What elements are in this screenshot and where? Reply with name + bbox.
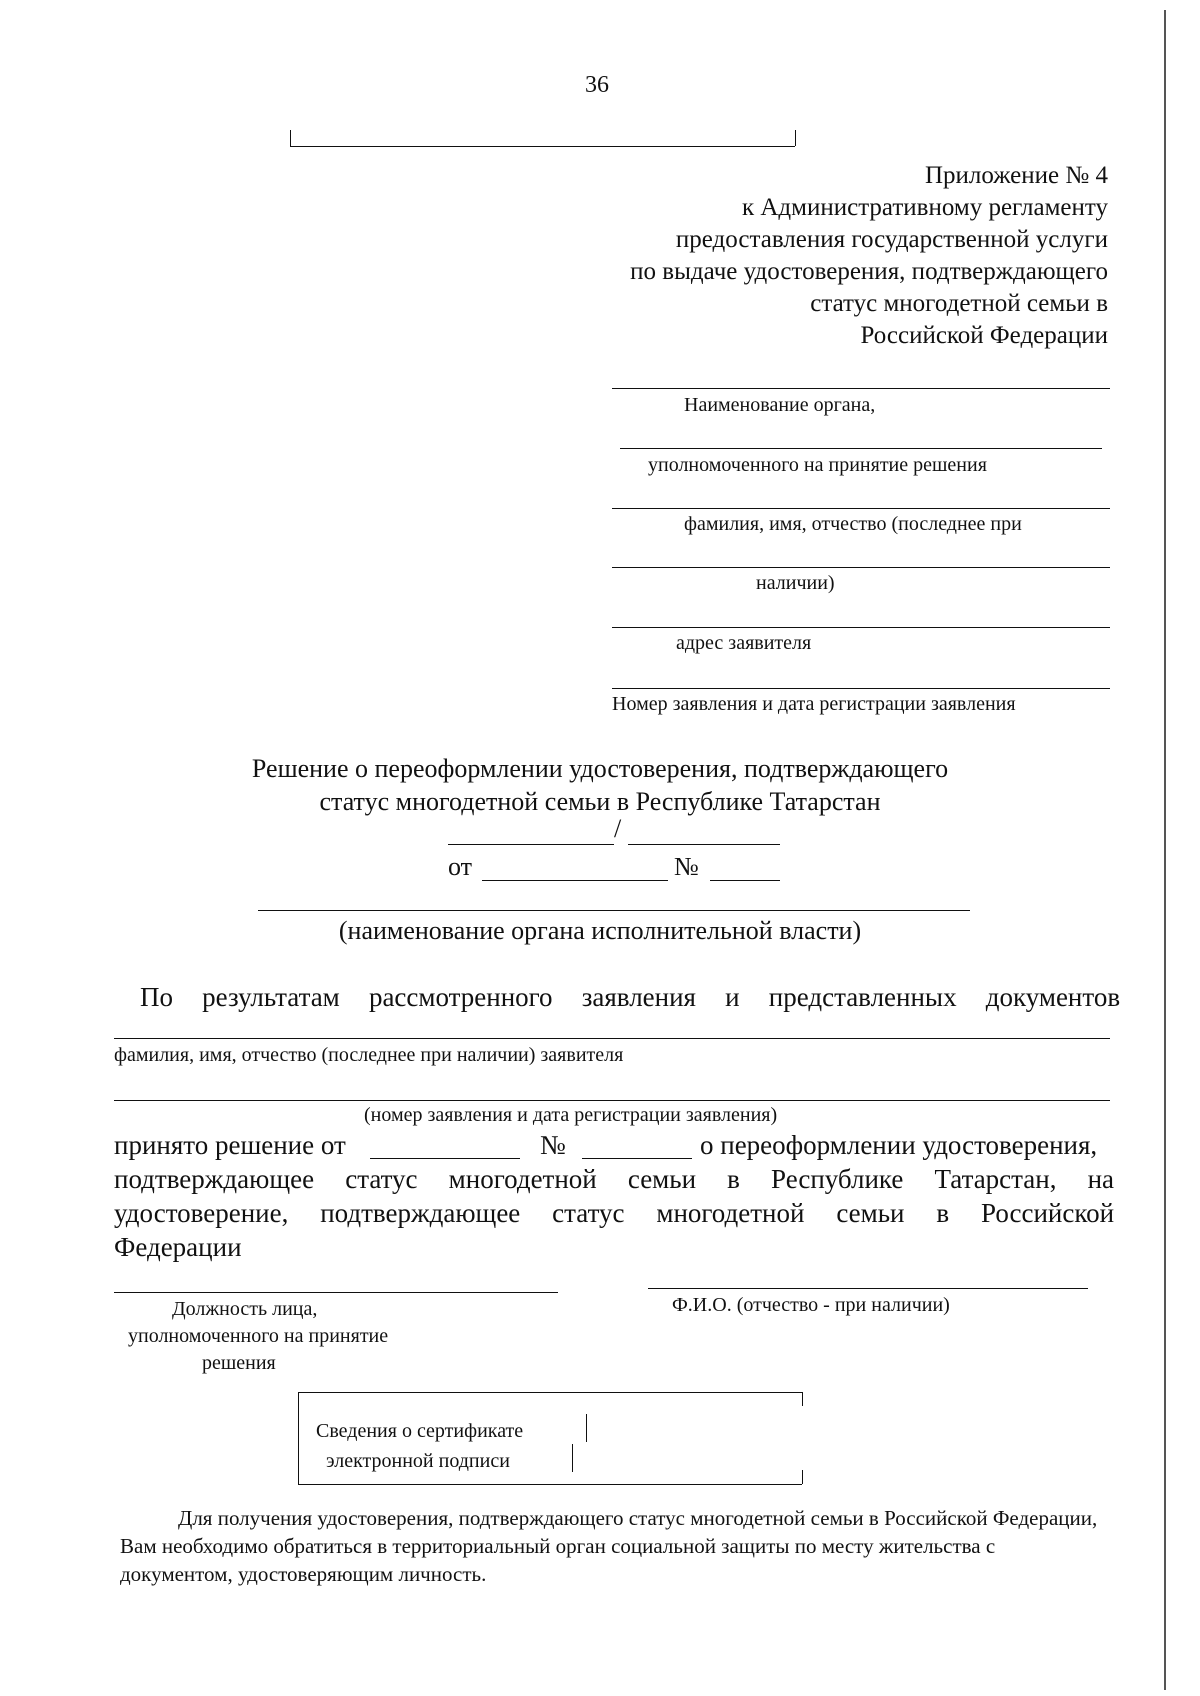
- word: семьи: [836, 1198, 905, 1228]
- certificate-box-right-bottom: [802, 1470, 803, 1484]
- appendix-line: к Административному регламенту: [741, 194, 1108, 221]
- word: удостоверение,: [114, 1198, 289, 1228]
- intro-line: [140, 982, 1120, 1013]
- applicant-app-line: [114, 1100, 1110, 1101]
- organ-executive-line: [258, 910, 970, 911]
- fio-signature-line: [648, 1288, 1088, 1289]
- intro-word: заявления: [581, 982, 696, 1012]
- header-bracket-right: [795, 130, 796, 146]
- word: многодетной: [656, 1198, 805, 1228]
- decision-from-text: принято решение от: [114, 1130, 346, 1160]
- fio-line: [612, 508, 1110, 509]
- application-line: [612, 688, 1110, 689]
- decision-number-blank: [710, 880, 780, 881]
- decision-line-4: Федерации: [114, 1232, 242, 1262]
- word: Республике: [771, 1164, 904, 1194]
- address-caption: адрес заявителя: [676, 632, 812, 654]
- appendix-line: статус многодетной семьи в: [810, 290, 1108, 317]
- scan-edge-line: [1164, 10, 1166, 1690]
- word: статус: [552, 1198, 625, 1228]
- certificate-mark-2: [572, 1444, 573, 1472]
- position-caption-3: решения: [202, 1352, 276, 1374]
- decision-blank-right: [628, 844, 780, 845]
- fio-signature-caption: Ф.И.О. (отчество - при наличии): [672, 1294, 950, 1316]
- word: в: [727, 1164, 740, 1194]
- footer-note: Для получения удостоверения, подтверждающего статус многодетной семьи в Российской Федерации, Вам необходимо обратиться в территориальный орган социальной защиты по месту жительства с документом, удостоверяющим личность.: [120, 1506, 1098, 1586]
- application-caption: Номер заявления и дата регистрации заявления: [612, 693, 1016, 715]
- authorized-line: [620, 448, 1102, 449]
- appendix-block: [630, 160, 1108, 352]
- intro-word: документов: [985, 982, 1121, 1012]
- decision-line-2: [114, 1164, 1114, 1195]
- intro-word: По: [140, 982, 173, 1012]
- word: Татарстан,: [934, 1164, 1057, 1194]
- decision-title-line1: Решение о переоформлении удостоверения, подтверждающего: [251, 754, 949, 783]
- organ-executive-caption: (наименование органа исполнительной власти): [338, 916, 862, 945]
- decision-title-line2: статус многодетной семьи в Республике Татарстан: [319, 787, 881, 816]
- decision-from-label: от: [448, 852, 473, 881]
- page-number: 36: [585, 72, 609, 98]
- decision-line-3: [114, 1198, 1114, 1229]
- fio-cont-caption: наличии): [756, 572, 835, 594]
- certificate-box-bottom: [298, 1484, 802, 1485]
- decision-slash: /: [614, 814, 622, 843]
- intro-word: и представленных: [725, 982, 957, 1012]
- word: статус: [345, 1164, 418, 1194]
- appendix-line: Российской Федерации: [860, 322, 1108, 349]
- word: Российской: [980, 1198, 1115, 1228]
- position-line: [114, 1292, 558, 1293]
- fio-caption: фамилия, имя, отчество (последнее при: [684, 513, 1022, 535]
- organ-name-line: [612, 388, 1110, 389]
- word: в: [936, 1198, 950, 1228]
- decision-number-label: №: [674, 852, 699, 881]
- applicant-fio-caption: фамилия, имя, отчество (последнее при наличии) заявителя: [114, 1044, 624, 1066]
- authorized-caption: уполномоченного на принятие решения: [648, 454, 987, 476]
- appendix-line: Приложение № 4: [924, 162, 1108, 189]
- certificate-box-right-top: [802, 1392, 803, 1406]
- certificate-box-left: [298, 1392, 299, 1484]
- applicant-app-caption: (номер заявления и дата регистрации заявления): [364, 1104, 778, 1126]
- fio-cont-line: [612, 567, 1110, 568]
- certificate-mark-1: [586, 1414, 587, 1442]
- position-caption-1: Должность лица,: [172, 1298, 318, 1320]
- appendix-line: предоставления государственной услуги: [675, 226, 1108, 253]
- decision-number-blank-2: [582, 1158, 692, 1159]
- organ-name-caption: Наименование органа,: [684, 394, 876, 416]
- decision-tail-text: о переоформлении удостоверения,: [700, 1130, 1098, 1160]
- word: подтверждающее: [320, 1198, 521, 1228]
- word: на: [1087, 1164, 1115, 1194]
- word: подтверждающее: [114, 1164, 315, 1194]
- word: семьи: [627, 1164, 697, 1194]
- applicant-fio-line: [114, 1038, 1110, 1039]
- header-bracket-line: [290, 146, 795, 147]
- decision-blank-left: [448, 844, 614, 845]
- appendix-line: по выдаче удостоверения, подтверждающего: [630, 258, 1108, 285]
- position-caption-2: уполномоченного на принятие: [128, 1325, 389, 1347]
- certificate-box-top: [298, 1392, 802, 1393]
- certificate-caption-2: электронной подписи: [326, 1450, 510, 1472]
- header-bracket-left: [290, 130, 291, 146]
- word: многодетной: [448, 1164, 597, 1194]
- decision-date-blank: [482, 880, 668, 881]
- intro-word: результатам: [202, 982, 340, 1012]
- decision-number-text: №: [540, 1130, 566, 1160]
- intro-word: рассмотренного: [368, 982, 553, 1012]
- certificate-caption-1: Сведения о сертификате: [316, 1420, 524, 1442]
- address-line: [612, 627, 1110, 628]
- decision-date-blank-2: [370, 1158, 520, 1159]
